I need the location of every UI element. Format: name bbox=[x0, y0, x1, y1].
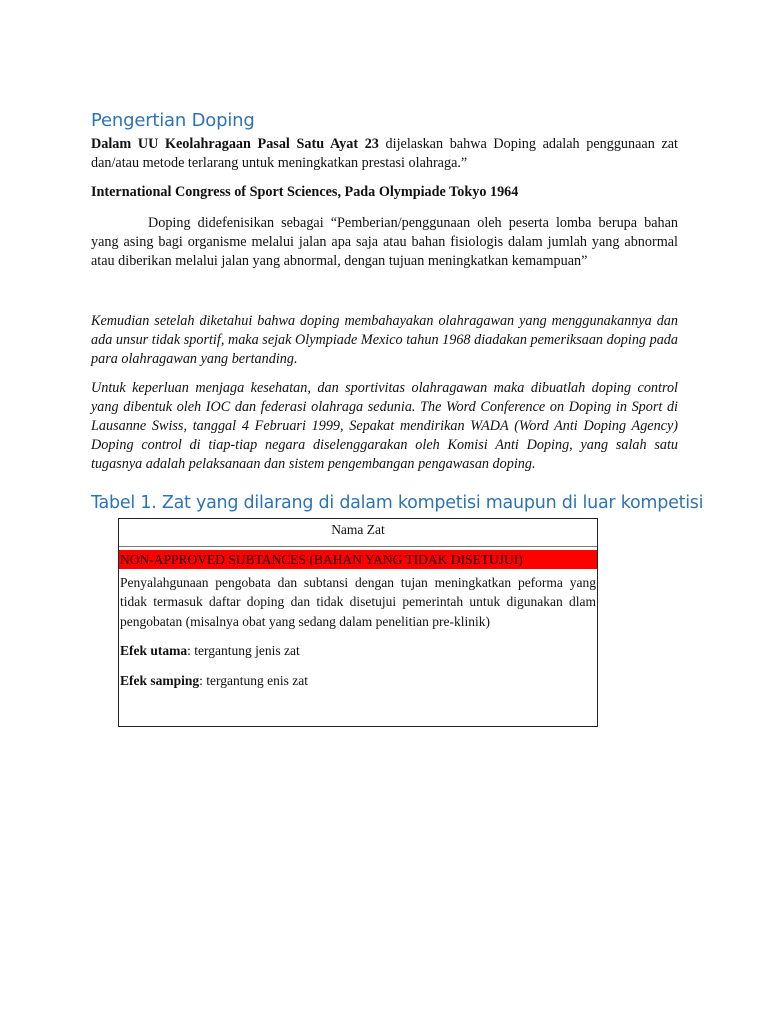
section-heading-pengertian-doping: Pengertian Doping bbox=[91, 110, 255, 131]
paragraph-congress-definition: Doping didefenisikan sebagai “Pemberian/penggunaan oleh peserta lomba berupa bahan yang asing bagi organisme melalui jalan apa saja atau bahan fisiologis dalam jumlah yang abnormal atau diberikan melalui jalan yang abnormal, dengan tujuan meningkatkan kemampuan” bbox=[91, 215, 678, 269]
paragraph-uu-definition-bold: Dalam UU Keolahragaan Pasal Satu Ayat 23 bbox=[91, 136, 379, 152]
paragraph-doping-control-italic: Untuk keperluan menjaga kesehatan, dan sportivitas olahragawan maka dibuatlah doping control yang dibentuk oleh IOC dan federasi olahraga sedunia. The Word Conference on Doping in Sport di Lausanne Swiss, tanggal 4 Februari 1999, Sepakat mendirikan WADA (Word Anti Doping Agency) Doping control di tiap-tiap negara diselenggarakan oleh Komisi Anti Doping, yang salah satu tugasnya adalah pelaksanaan dan sistem pengembangan pengawasan doping. bbox=[91, 380, 678, 472]
table-description: Penyalahgunaan pengobata dan subtansi dengan tujan meningkatkan peforma yang tidak termasuk daftar doping dan tidak disetujui pemerintah untuk digunakan dlam pengobatan (misalnya obat yang sedang dalam penelitian pre-klinik) bbox=[120, 575, 596, 629]
table-column-header: Nama Zat bbox=[119, 519, 597, 547]
paragraph-history-italic: Kemudian setelah diketahui bahwa doping membahayakan olahragawan yang menggunakannya dan ada unsur tidak sportif, maka sejak Olympiade Mexico tahun 1968 diadakan pemeriksaan doping pada para olahragawan yang bertanding. bbox=[91, 313, 678, 367]
side-effect-value: : tergantung enis zat bbox=[199, 672, 308, 688]
table-side-effect bbox=[119, 671, 597, 690]
paragraph-congress-heading: International Congress of Sport Sciences, Pada Olympiade Tokyo 1964 bbox=[91, 184, 519, 200]
paragraph-uu-definition-text: dijelaskan bahwa Doping adalah penggunaan zat dan/atau metode terlarang untuk meningkatkan prestasi olahraga.” bbox=[91, 136, 678, 171]
main-effect-value: : tergantung jenis zat bbox=[187, 642, 300, 658]
table-category-row: NON-APPROVED SUBTANCES (BAHAN YANG TIDAK DISETUJUI) bbox=[119, 550, 597, 569]
side-effect-label: Efek samping bbox=[120, 672, 200, 688]
paragraph-uu-definition bbox=[91, 135, 678, 173]
prohibited-substances-table bbox=[118, 518, 598, 727]
table-main-effect bbox=[119, 641, 597, 660]
main-effect-label: Efek utama bbox=[120, 642, 188, 658]
table-caption-heading: Tabel 1. Zat yang dilarang di dalam kompetisi maupun di luar kompetisi bbox=[91, 493, 704, 513]
